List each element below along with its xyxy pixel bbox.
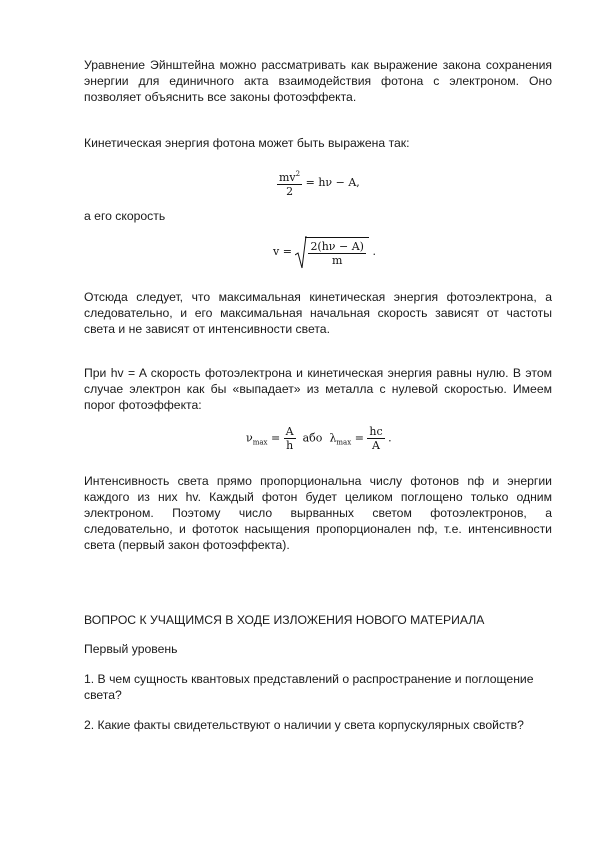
velocity-numerator: 2(hν − A): [310, 240, 364, 253]
formula-kinetic-energy: [277, 168, 360, 198]
level-label: Первый уровень: [84, 642, 178, 656]
formula-eq2: =: [354, 431, 364, 445]
question-2: 2. Какие факты свидетельствуют о наличии у света корпускулярных свойств?: [84, 718, 524, 732]
paragraph-einstein-equation: Уравнение Эйнштейна можно рассматривать как выражение закона сохранения энергии для единичного акта взаимодействия фотона с электроном. Оно позволяет объяснить все законы фотоэффекта.: [84, 58, 552, 104]
paragraph-threshold: При hv = A скорость фотоэлектрона и кинетическая энергия равны нулю. В этом случае электрон как бы «выпадает» из металла с нулевой скоростью. Имеем порог фотоэффекта:: [84, 366, 552, 412]
formula-lambda-subscript: max: [336, 438, 352, 447]
fraction-a-over-h: [284, 425, 296, 452]
paragraph-intensity: Интенсивность света прямо пропорциональна числу фотонов nф и энергии каждого из них hv. Каждый фотон будет целиком поглощено только одним электроном. Поэтому число вырванных светом фотоэлектронов, а следовательно, и фототок насыщения пропорционален nф, т.е. интенсивности света (первый закон фотоэффекта).: [84, 474, 552, 552]
formula-connector: або: [302, 431, 323, 445]
fraction2-numerator: hc: [369, 425, 383, 438]
paragraph-kinetic-energy: Кинетическая энергия фотона может быть выражена так:: [84, 136, 410, 150]
velocity-denominator: m: [331, 254, 343, 267]
formula-exponent: 2: [295, 170, 301, 178]
formula-lambda: λ: [329, 431, 337, 445]
formula-denominator: 2: [286, 185, 294, 198]
fraction2-denominator: A: [372, 439, 380, 452]
formula-eq1: =: [270, 431, 281, 445]
question-1: 1. В чем сущность квантовых представлений о распространение и поглощение света?: [84, 672, 534, 702]
paragraph-conclusion: Отсюда следует, что максимальная кинетическая энергия фотоэлектрона, а следовательно, и его максимальная начальная скорость зависят от частоты света и не зависят от интенсивности света.: [84, 290, 552, 336]
formula-nu-subscript: max: [252, 438, 268, 447]
formula-rhs: = hν − A,: [305, 176, 360, 189]
formula-velocity: [273, 237, 376, 267]
square-root: [295, 237, 369, 267]
fraction1-denominator: h: [286, 439, 294, 452]
formula-mv: mv: [279, 171, 296, 184]
formula-threshold: [246, 425, 392, 452]
formula-threshold-tail: .: [388, 431, 392, 445]
formula-velocity-tail: .: [372, 245, 376, 258]
root-sign-icon: [295, 235, 307, 269]
fraction-mv2-over-2: [277, 168, 302, 198]
formula-nu: ν: [246, 431, 253, 445]
section-heading: ВОПРОС К УЧАЩИМСЯ В ХОДЕ ИЗЛОЖЕНИЯ НОВОГО МАТЕРИАЛА: [84, 613, 485, 627]
formula-velocity-lhs: v =: [273, 245, 292, 258]
paragraph-velocity-intro: а его скорость: [84, 209, 166, 223]
fraction1-numerator: A: [285, 425, 294, 438]
fraction-hc-over-a: [367, 425, 384, 452]
